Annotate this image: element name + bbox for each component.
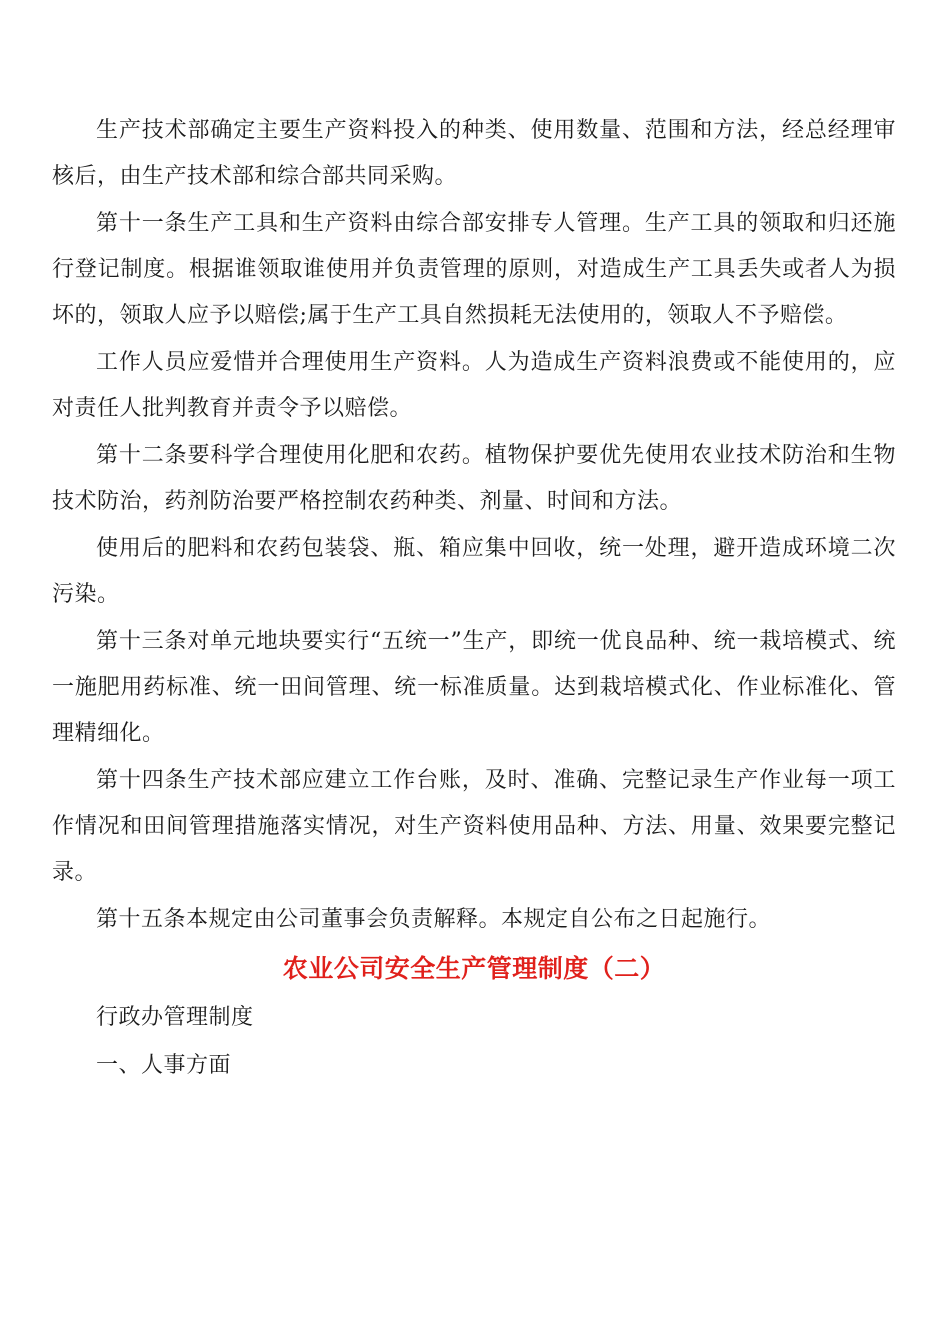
section-title: 农业公司安全生产管理制度（二） [282, 954, 666, 983]
paragraph-article-13: 第十三条对单元地块要实行“五统一”生产，即统一优良品种、统一栽培模式、统一施肥用药标准、统一田间管理、统一标准质量。达到栽培模式化、作业标准化、管理精细化。 [52, 629, 896, 746]
subheading-admin-rules: 行政办管理制度 [96, 1005, 254, 1030]
paragraph-article-11: 第十一条生产工具和生产资料由综合部安排专人管理。生产工具的领取和归还施行登记制度。根据谁领取谁使用并负责管理的原则，对造成生产工具丢失或者人为损坏的，领取人应予以赔偿;属于生产工具自然损耗无法使用的，领取人不予赔偿。 [52, 211, 896, 328]
paragraph-article-12: 第十二条要科学合理使用化肥和农药。植物保护要优先使用农业技术防治和生物技术防治，药剂防治要严格控制农药种类、剂量、时间和方法。 [52, 443, 896, 514]
paragraph-materials-care: 工作人员应爱惜并合理使用生产资料。人为造成生产资料浪费或不能使用的，应对责任人批判教育并责令予以赔偿。 [52, 350, 896, 421]
paragraph-article-15: 第十五条本规定由公司董事会负责解释。本规定自公布之日起施行。 [96, 907, 772, 932]
document-page [52, 108, 896, 1090]
paragraph-article-14: 第十四条生产技术部应建立工作台账，及时、准确、完整记录生产作业每一项工作情况和田间管理措施落实情况，对生产资料使用品种、方法、用量、效果要完整记录。 [52, 768, 896, 885]
paragraph-procurement: 生产技术部确定主要生产资料投入的种类、使用数量、范围和方法，经总经理审核后，由生产技术部和综合部共同采购。 [52, 118, 896, 189]
subheading-personnel: 一、人事方面 [96, 1053, 232, 1078]
paragraph-packaging-recycle: 使用后的肥料和农药包装袋、瓶、箱应集中回收，统一处理，避开造成环境二次污染。 [52, 536, 896, 607]
